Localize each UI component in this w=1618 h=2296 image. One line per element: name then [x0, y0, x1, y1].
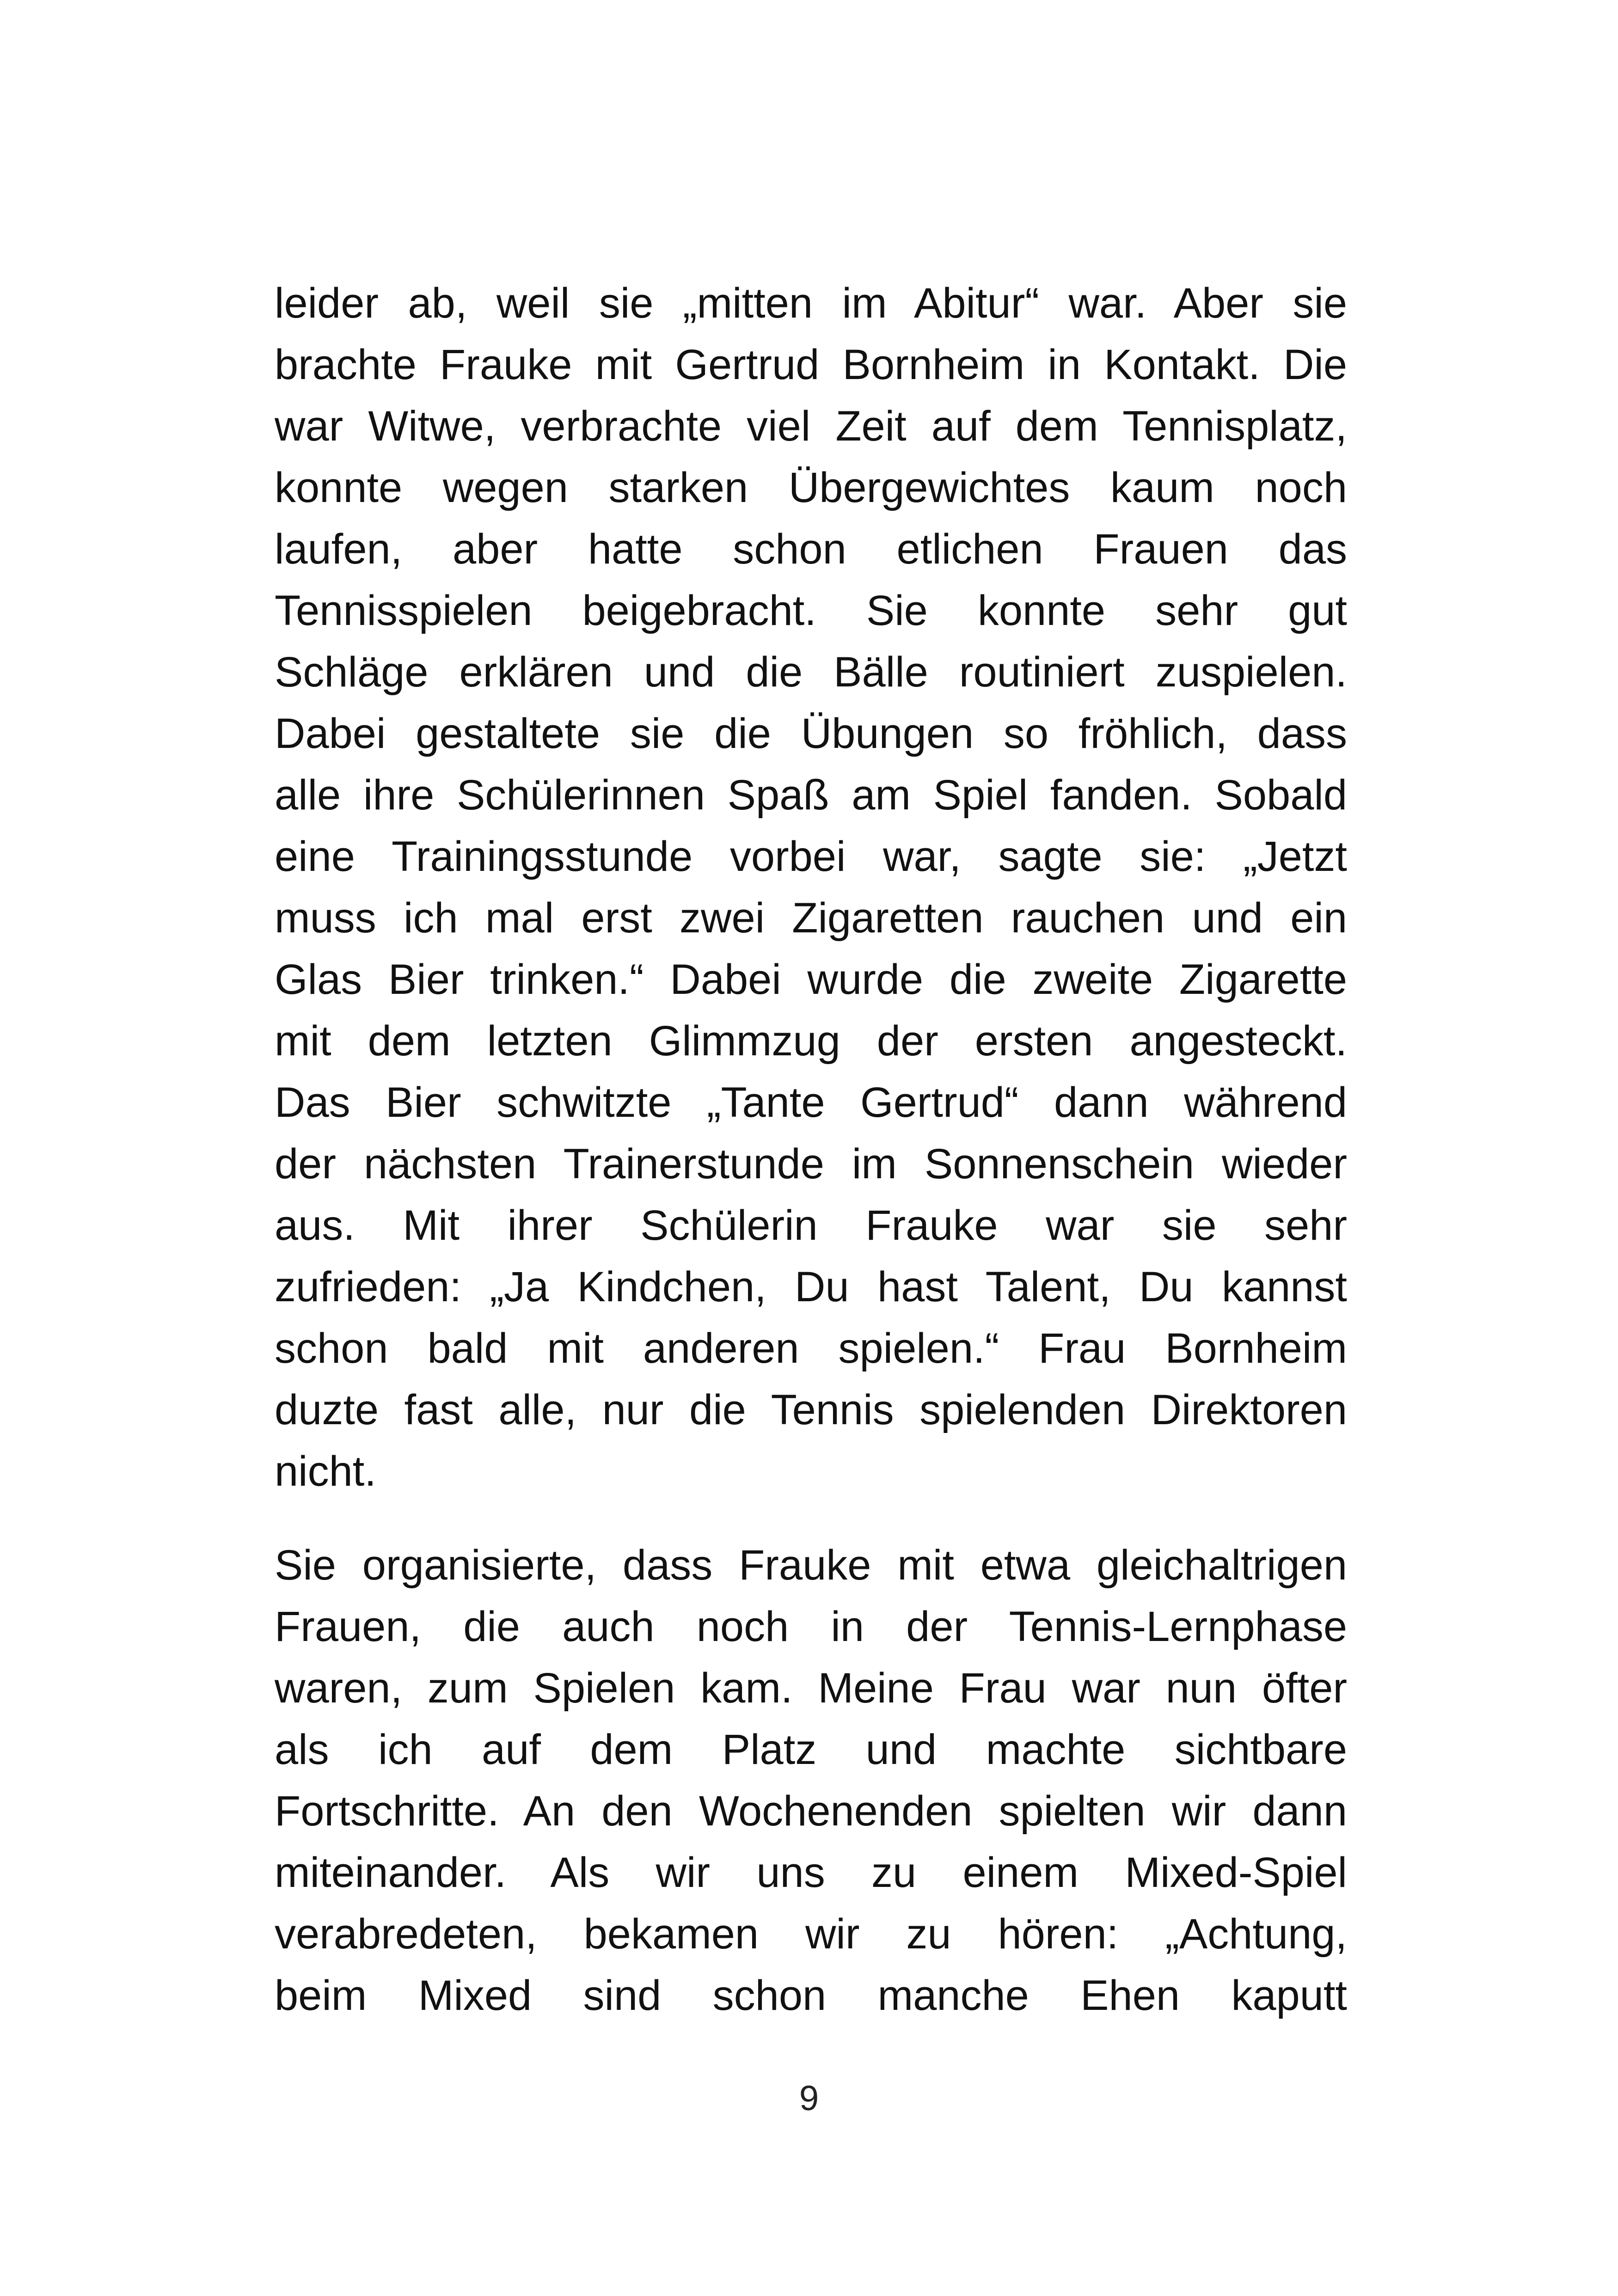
text-line: war Witwe, verbrachte viel Zeit auf dem Tennisplatz,	[275, 403, 1347, 450]
text-line: duzte fast alle, nur die Tennis spielenden Direktoren	[275, 1386, 1347, 1433]
text-line: verabredeten, bekamen wir zu hören: „Achtung,	[275, 1910, 1347, 1958]
text-line: Schläge erklären und die Bälle routiniert zuspielen.	[275, 649, 1347, 696]
page-number: 9	[799, 2079, 819, 2118]
text-line: Tennisspielen beigebracht. Sie konnte sehr gut	[275, 587, 1347, 634]
text-line: Das Bier schwitzte „Tante Gertrud“ dann während	[275, 1079, 1347, 1126]
text-line: leider ab, weil sie „mitten im Abitur“ war. Aber sie	[275, 280, 1347, 327]
paragraph-2	[275, 1535, 1347, 2027]
text-line: beim Mixed sind schon manche Ehen kaputt	[275, 1972, 1347, 2019]
text-line: Dabei gestaltete sie die Übungen so fröhlich, dass	[275, 710, 1347, 757]
text-line: Glas Bier trinken.“ Dabei wurde die zweite Zigarette	[275, 956, 1347, 1003]
text-line: waren, zum Spielen kam. Meine Frau war nun öfter	[275, 1665, 1347, 1712]
text-line: Fortschritte. An den Wochenenden spielten wir dann	[275, 1788, 1347, 1835]
text-line: Sie organisierte, dass Frauke mit etwa gleichaltrigen	[275, 1542, 1347, 1589]
text-line: brachte Frauke mit Gertrud Bornheim in Kontakt. Die	[275, 341, 1347, 388]
text-line: schon bald mit anderen spielen.“ Frau Bornheim	[275, 1325, 1347, 1372]
text-line: zufrieden: „Ja Kindchen, Du hast Talent, Du kannst	[275, 1263, 1347, 1310]
text-line: aus. Mit ihrer Schülerin Frauke war sie sehr	[275, 1202, 1347, 1249]
text-line: Frauen, die auch noch in der Tennis-Lernphase	[275, 1603, 1347, 1650]
text-line: der nächsten Trainerstunde im Sonnenschein wieder	[275, 1140, 1347, 1188]
text-line: als ich auf dem Platz und machte sichtbare	[275, 1726, 1347, 1773]
text-line: nicht.	[275, 1448, 376, 1495]
text-line: mit dem letzten Glimmzug der ersten angesteckt.	[275, 1017, 1347, 1065]
text-line: konnte wegen starken Übergewichtes kaum noch	[275, 464, 1347, 511]
text-line: eine Trainingsstunde vorbei war, sagte sie: „Jetzt	[275, 833, 1347, 880]
text-line: laufen, aber hatte schon etlichen Frauen das	[275, 526, 1347, 573]
text-line: muss ich mal erst zwei Zigaretten rauchen und ein	[275, 894, 1347, 942]
text-line: miteinander. Als wir uns zu einem Mixed-Spiel	[275, 1849, 1347, 1896]
text-line: alle ihre Schülerinnen Spaß am Spiel fanden. Sobald	[275, 771, 1347, 819]
paragraph-1	[275, 273, 1347, 1502]
